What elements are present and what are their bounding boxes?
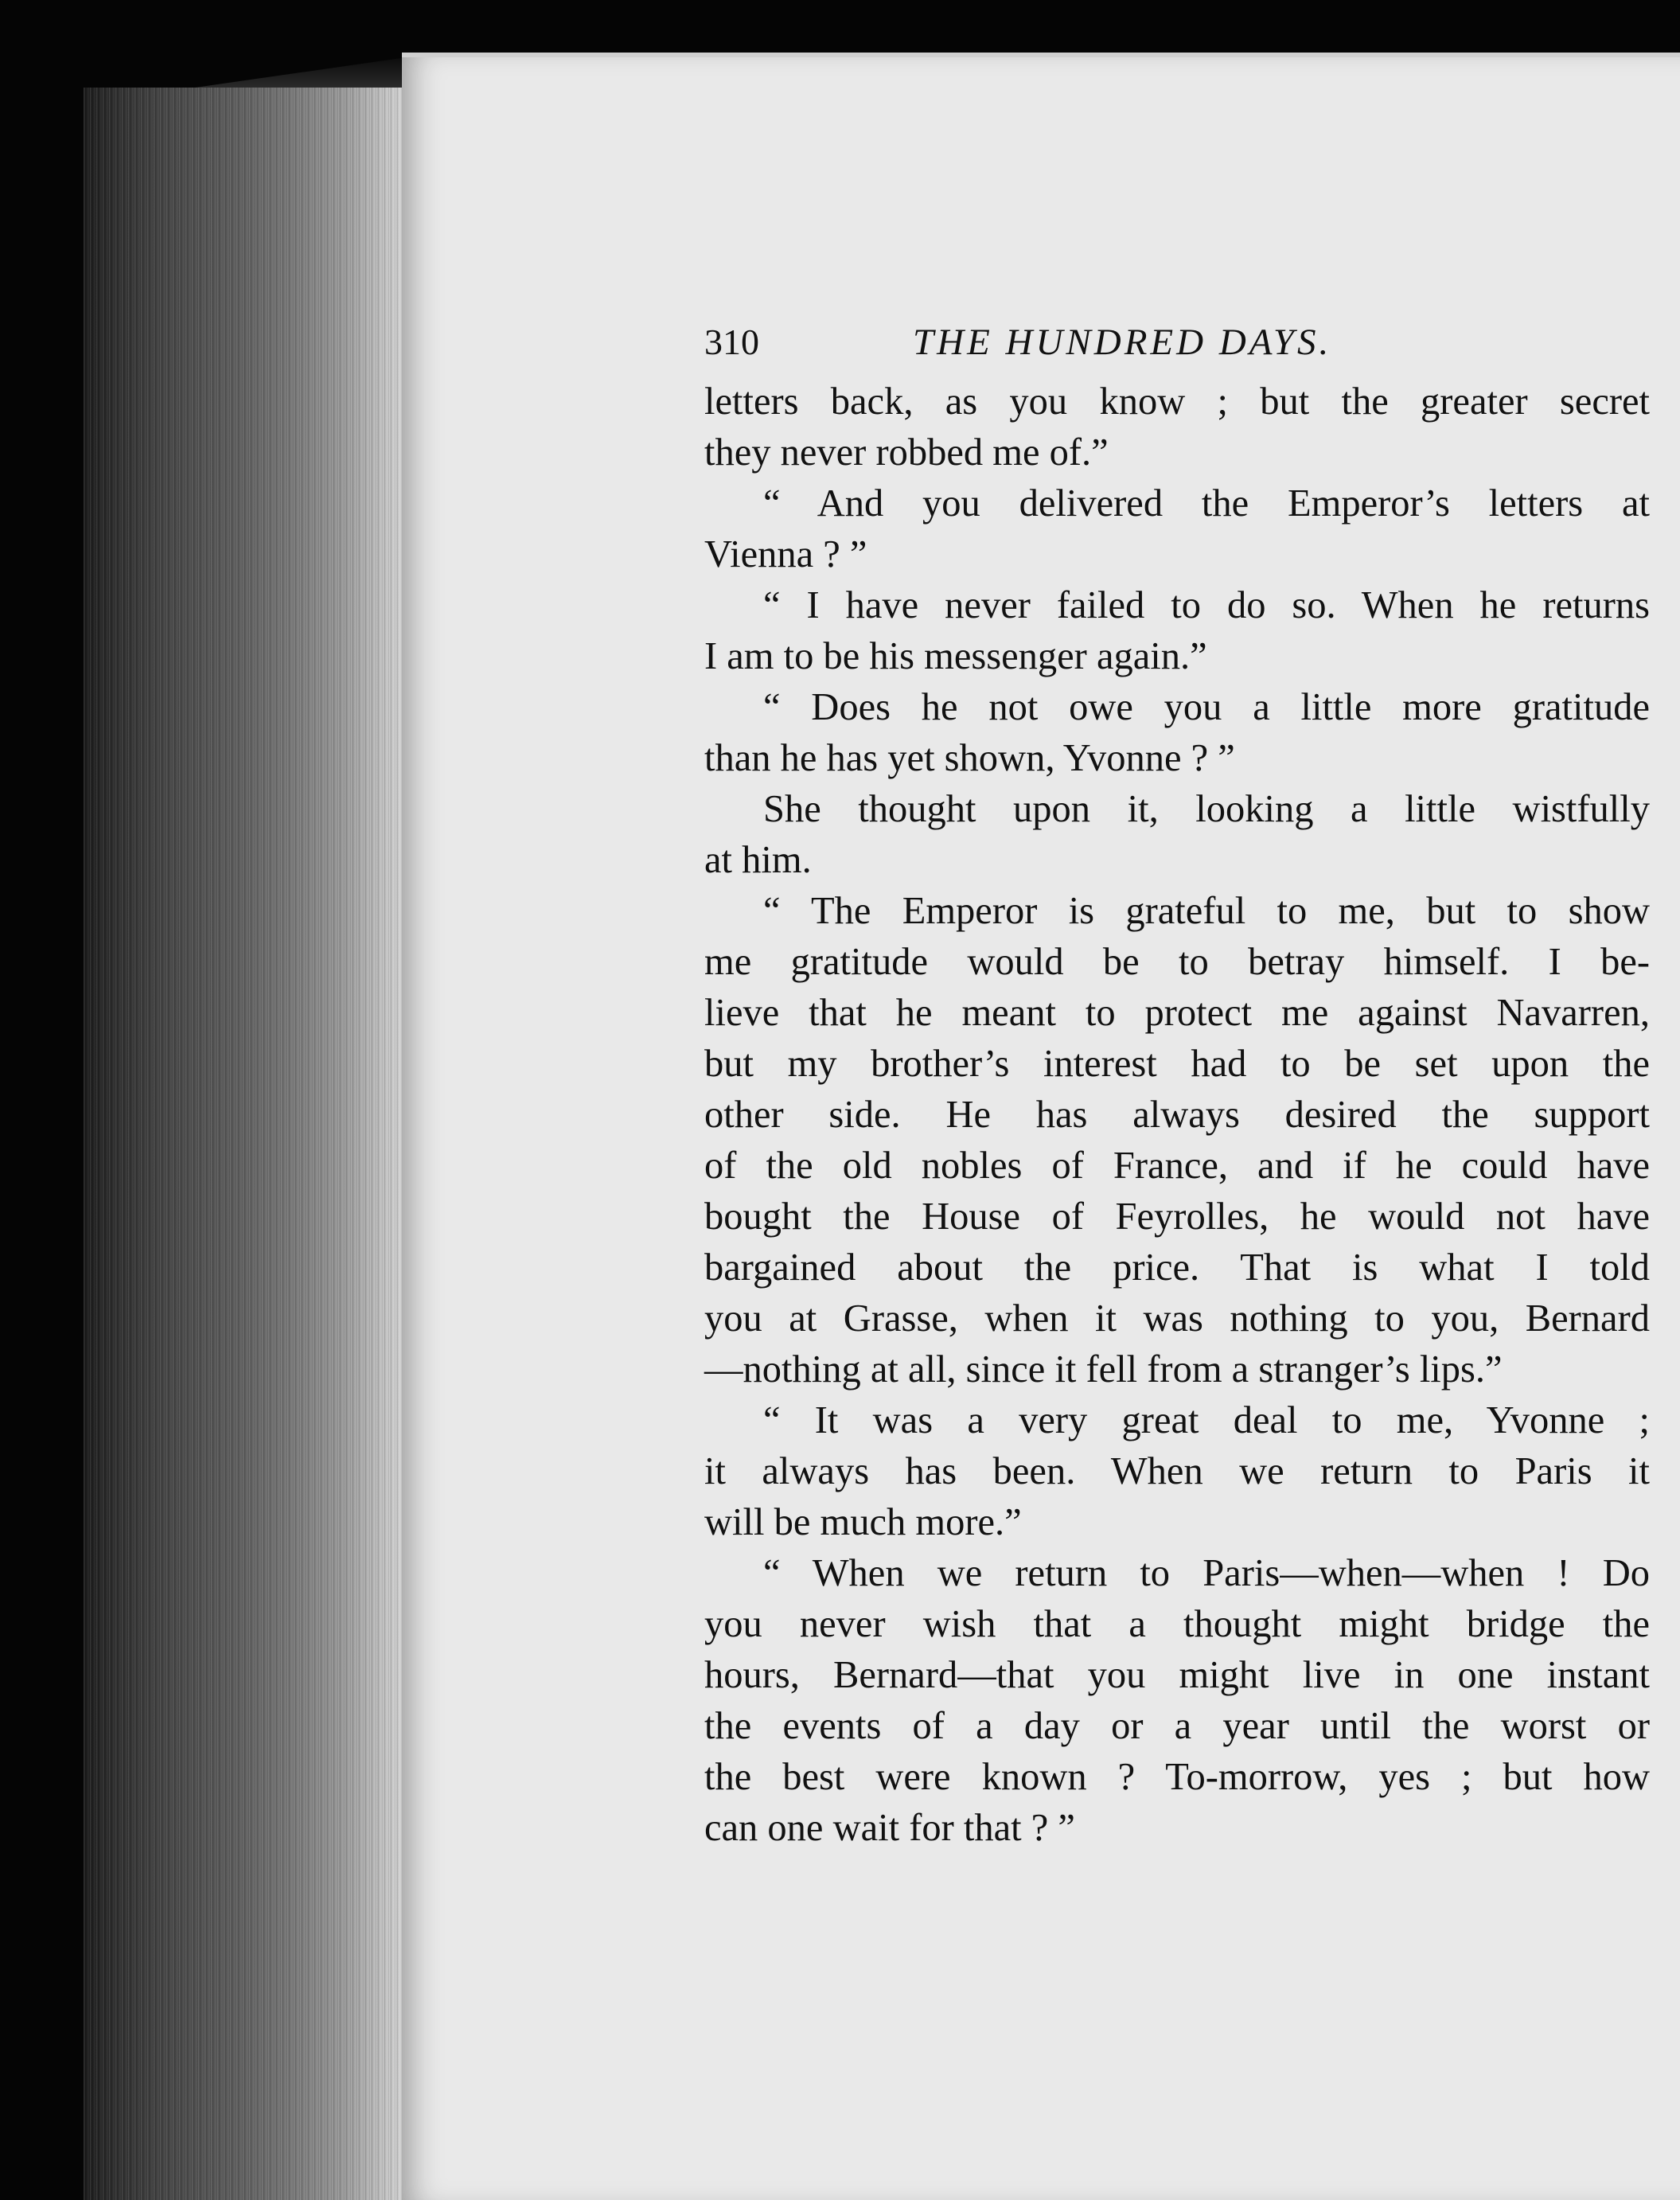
text-line: me gratitude would be to betray himself. I be- [704, 941, 1650, 983]
text-line: She thought upon it, looking a little wistfully [763, 788, 1650, 830]
text-line: you never wish that a thought might bridge the [704, 1603, 1650, 1645]
text-line: “ And you delivered the Emperor’s letters at [763, 482, 1650, 525]
text-line: —nothing at all, since it fell from a stranger’s lips.” [704, 1348, 1503, 1391]
page-number: 310 [704, 322, 759, 362]
text-line: “ I have never failed to do so. When he returns [763, 584, 1650, 626]
running-head [704, 314, 1650, 370]
text-line: at him. [704, 839, 812, 881]
text-line: bought the House of Feyrolles, he would not have [704, 1196, 1650, 1238]
text-block [704, 314, 1650, 1854]
text-line: “ The Emperor is grateful to me, but to show [763, 890, 1650, 932]
text-line: “ Does he not owe you a little more gratitude [763, 686, 1650, 728]
text-line: the events of a day or a year until the worst or [704, 1705, 1650, 1747]
text-line: than he has yet shown, Yvonne ? ” [704, 737, 1235, 779]
text-line: the best were known ? To-morrow, yes ; but how [704, 1756, 1650, 1798]
text-line: of the old nobles of France, and if he could have [704, 1145, 1650, 1187]
text-line: bargained about the price. That is what I told [704, 1246, 1650, 1289]
text-line: will be much more.” [704, 1501, 1022, 1543]
text-line: letters back, as you know ; but the greater secret [704, 380, 1650, 423]
text-line: they never robbed me of.” [704, 431, 1109, 474]
text-line: can one wait for that ? ” [704, 1807, 1075, 1849]
text-line: “ When we return to Paris—when—when ! Do [763, 1552, 1650, 1594]
text-line: Vienna ? ” [704, 533, 867, 575]
text-line: “ It was a very great deal to me, Yvonne ; [763, 1399, 1650, 1441]
text-line: lieve that he meant to protect me against Navarren, [704, 992, 1650, 1034]
text-line: other side. He has always desired the support [704, 1094, 1650, 1136]
text-line: it always has been. When we return to Paris it [704, 1450, 1650, 1492]
text-line: hours, Bernard—that you might live in one instant [704, 1654, 1650, 1696]
text-line: you at Grasse, when it was nothing to you, Bernard [704, 1297, 1650, 1340]
text-line: I am to be his messenger again.” [704, 635, 1207, 677]
body-text [704, 376, 1650, 1854]
book-fore-edge [84, 88, 418, 2200]
text-line: but my brother’s interest had to be set upon the [704, 1043, 1650, 1085]
running-title: THE HUNDRED DAYS. [913, 322, 1332, 363]
